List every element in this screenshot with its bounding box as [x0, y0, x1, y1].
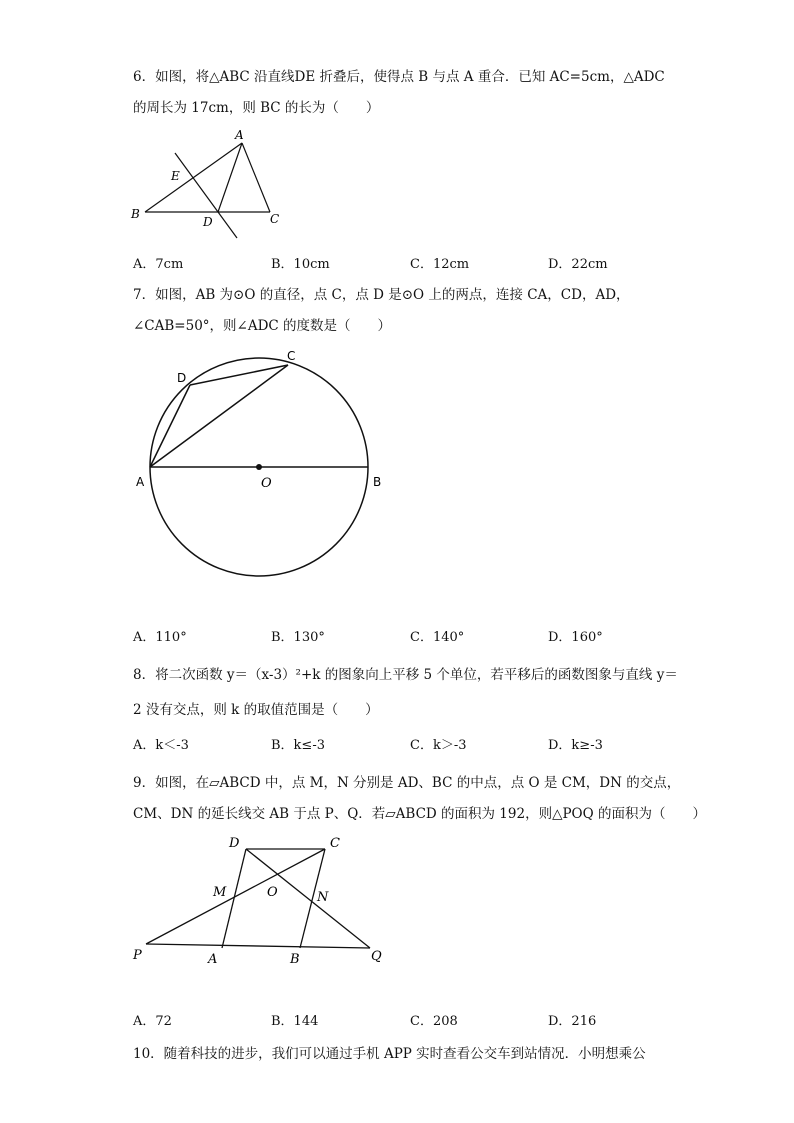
q6-label-d: D	[203, 215, 213, 229]
q7-chord-ac	[150, 365, 288, 467]
q6-stem-line2: 的周长为 17cm，则 BC 的长为（ ）	[133, 100, 380, 116]
q7-circle-figure	[125, 345, 395, 585]
q8-option-d: D．k≥-3	[548, 738, 603, 753]
q8-stem-line2: 2 没有交点，则 k 的取值范围是（ ）	[133, 702, 379, 718]
q8-stem-line1: 8．将二次函数 y＝（x-3）²+k 的图象向上平移 5 个单位，若平移后的函数图象与直线 y＝	[133, 667, 678, 683]
q7-label-c: C	[287, 349, 296, 363]
q6-label-b: B	[131, 207, 140, 221]
q6-option-d: D．22cm	[548, 257, 608, 272]
q9-option-c: C．208	[410, 1014, 458, 1029]
q6-option-a: A．7cm	[133, 257, 184, 272]
q9-label-b: B	[290, 952, 300, 967]
q6-label-e: E	[171, 169, 180, 183]
q6-segment-ac	[242, 143, 270, 212]
q7-stem-line1: 7．如图，AB 为⊙O 的直径，点 C，点 D 是⊙O 上的两点，连接 CA，CD，AD，	[133, 287, 630, 303]
q7-label-o: O	[261, 476, 272, 491]
q7-option-b: B．130°	[271, 630, 325, 645]
q6-triangle-figure	[125, 125, 285, 243]
q6-label-a: A	[235, 128, 244, 142]
q6-segment-ad	[218, 143, 242, 212]
q7-option-a: A．110°	[133, 630, 187, 645]
q9-option-a: A．72	[133, 1014, 172, 1029]
q6-option-c: C．12cm	[410, 257, 470, 272]
q9-parallelogram-figure	[125, 830, 395, 970]
q9-option-b: B．144	[271, 1014, 319, 1029]
q8-option-a: A．k＜-3	[133, 738, 189, 753]
q6-stem-line1: 6．如图，将△ABC 沿直线DE 折叠后，使得点 B 与点 A 重合．已知 AC=5cm，△ADC	[133, 69, 665, 85]
q9-label-a: A	[208, 952, 218, 967]
q9-label-c: C	[330, 836, 340, 851]
q9-label-d: D	[229, 836, 240, 851]
q7-stem-line2: ∠CAB=50°，则∠ADC 的度数是（ ）	[133, 318, 392, 334]
q7-option-d: D．160°	[548, 630, 603, 645]
q9-label-n: N	[317, 890, 329, 905]
q9-label-m: M	[213, 885, 227, 900]
q9-label-q: Q	[371, 949, 382, 964]
q7-option-c: C．140°	[410, 630, 465, 645]
q9-label-o: O	[267, 885, 278, 900]
q8-option-c: C．k＞-3	[410, 738, 467, 753]
q8-option-b: B．k≤-3	[271, 738, 325, 753]
q9-line-pq	[146, 944, 370, 948]
q9-stem-line1: 9．如图，在▱ABCD 中，点 M，N 分别是 AD、BC 的中点，点 O 是 CM，DN 的交点，	[133, 775, 681, 791]
q9-option-d: D．216	[548, 1014, 597, 1029]
q7-label-a: A	[136, 475, 145, 489]
q7-label-d: D	[177, 371, 187, 385]
q6-option-b: B．10cm	[271, 257, 330, 272]
q6-label-c: C	[270, 212, 280, 226]
q9-line-dq	[246, 849, 370, 948]
q9-stem-line2: CM、DN 的延长线交 AB 于点 P、Q．若▱ABCD 的面积为 192，则△POQ 的面积为（ ）	[133, 806, 706, 822]
q9-label-p: P	[133, 948, 142, 963]
q7-chord-ad	[150, 385, 190, 467]
q7-label-b: B	[373, 475, 382, 489]
q9-line-cp	[146, 849, 325, 944]
q7-center-dot	[256, 464, 262, 470]
q10-stem-line1: 10．随着科技的进步，我们可以通过手机 APP 实时查看公交车到站情况．小明想乘公	[133, 1046, 646, 1062]
